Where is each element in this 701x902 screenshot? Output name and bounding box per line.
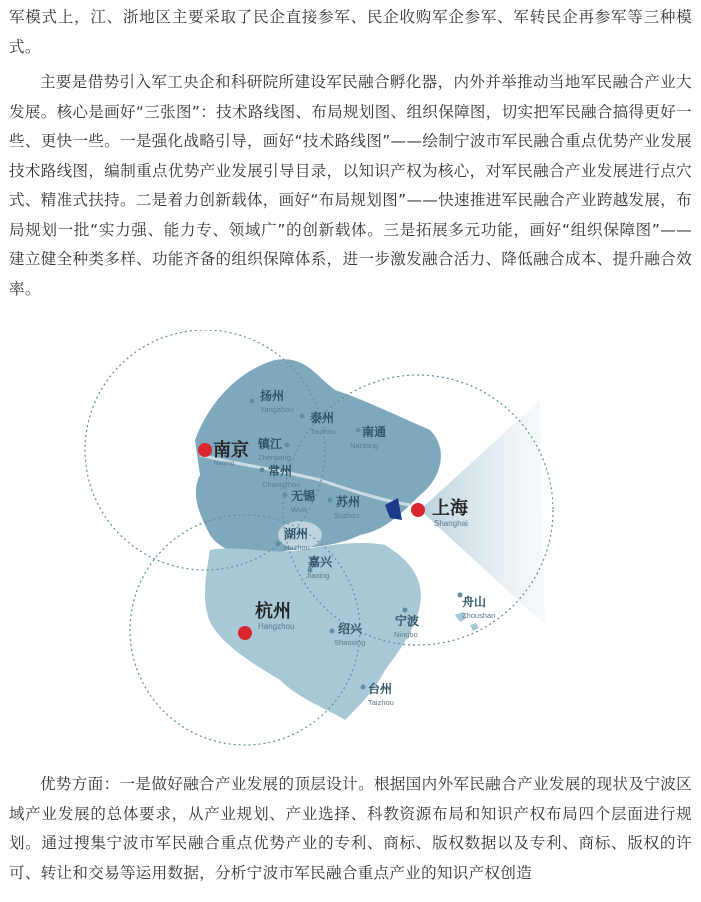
- svg-text:舟山: 舟山: [462, 595, 487, 609]
- svg-text:杭州: 杭州: [255, 601, 291, 622]
- svg-text:Ningbo: Ningbo: [394, 630, 418, 639]
- svg-text:Suzhou: Suzhou: [334, 511, 360, 520]
- svg-text:Wuxi: Wuxi: [291, 505, 308, 514]
- svg-text:镇江: 镇江: [258, 437, 283, 451]
- svg-text:南京: 南京: [213, 440, 249, 461]
- paragraph-advantages: 优势方面：一是做好融合产业发展的顶层设计。根据国内外军民融合产业发展的现状及宁波区域产业发展的总体要求，从产业规划、产业选择、科教资源布局和知识产权布局四个层面进行规划。通过搜集宁波市军民融合重点优势产业的专利、商标、版权数据以及专利、商标、版权的许可、转让和交易等运用数据，分析宁波市军民融合重点产业的知识产权创造: [9, 775, 692, 882]
- svg-text:Hangzhou: Hangzhou: [258, 622, 295, 631]
- svg-text:Shaoxing: Shaoxing: [334, 638, 366, 647]
- paragraph-main: 主要是借势引入军工央企和科研院所建设军民融合孵化器，内外并举推动当地军民融合产业大发展。核心是画好“三张图”：技术路线图、布局规划图、组织保障图，切实把军民融合搞得更好一些、更快一些。一是强化战略引导，画好“技术路线图”——绘制宁波市军民融合重点优势产业发展技术路线图，编制重点优势产业发展引导目录，以知识产权为核心，对军民融合产业发展进行点穴式、精准式扶持。二是着力创新载体，画好“布局规划图”——快速推进军民融合产业跨越发展，布局规划一批“实力强、能力专、领域广”的创新载体。三是拓展多元功能，画好“组织保障图”——建立健全种类多样、功能齐备的组织保障体系，进一步激发融合活力、降低融合成本、提升融合效率。: [9, 73, 692, 298]
- svg-text:泰州: 泰州: [310, 411, 335, 425]
- svg-text:常州: 常州: [268, 464, 293, 478]
- city-marker-zhoushan: [458, 593, 496, 621]
- svg-text:Taizhou: Taizhou: [310, 427, 336, 436]
- svg-text:Yangzhou: Yangzhou: [260, 405, 294, 414]
- city-marker-shanghai: [411, 497, 469, 528]
- svg-text:南通: 南通: [362, 425, 387, 439]
- svg-text:苏州: 苏州: [336, 495, 361, 509]
- city-marker-jiaxing: [306, 554, 333, 580]
- svg-text:Zhenjiang: Zhenjiang: [258, 453, 291, 462]
- svg-text:Changzhou: Changzhou: [262, 480, 301, 489]
- svg-text:扬州: 扬州: [260, 389, 285, 403]
- svg-text:湖州: 湖州: [284, 527, 309, 541]
- svg-text:台州: 台州: [368, 682, 393, 696]
- svg-text:宁波: 宁波: [395, 614, 420, 628]
- svg-text:Nanjing: Nanjing: [214, 461, 235, 467]
- svg-text:Shanghai: Shanghai: [434, 519, 468, 528]
- svg-text:绍兴: 绍兴: [338, 622, 363, 636]
- svg-text:Jiaxing: Jiaxing: [306, 571, 330, 580]
- svg-text:上海: 上海: [432, 498, 468, 519]
- svg-text:Huzhou: Huzhou: [284, 543, 310, 552]
- svg-text:嘉兴: 嘉兴: [308, 555, 333, 569]
- svg-text:无锡: 无锡: [291, 489, 316, 503]
- paragraph-intro: 军模式上，江、浙地区主要采取了民企直接参军、民企收购军企参军、军转民企再参军等三种模式。: [9, 8, 692, 56]
- yangtze-delta-map: [0, 330, 701, 750]
- svg-text:Nantong: Nantong: [350, 441, 379, 450]
- svg-text:Zhoushan: Zhoushan: [462, 611, 496, 620]
- svg-text:Taizhou: Taizhou: [368, 698, 394, 707]
